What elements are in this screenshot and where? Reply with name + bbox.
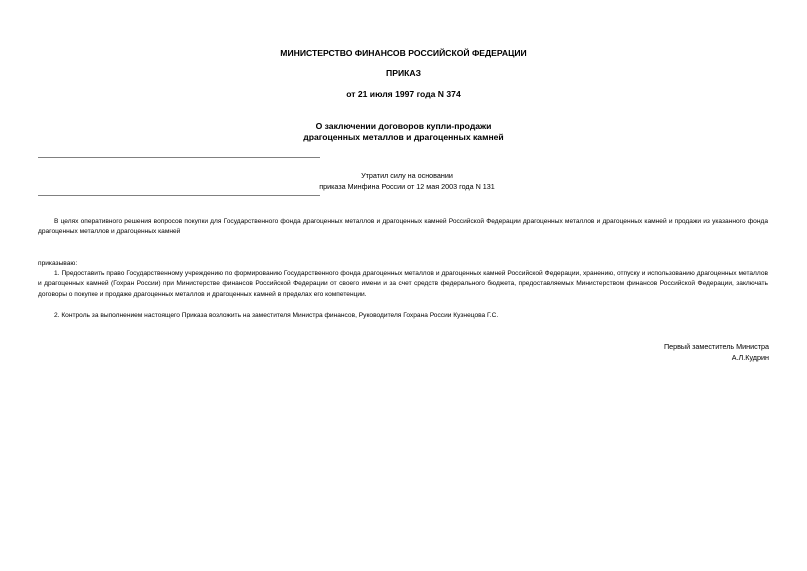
subject-line-2: драгоценных металлов и драгоценных камней	[303, 131, 504, 142]
preamble-paragraph: В целях оперативного решения вопросов покупки для Государственного фонда драгоценных металлов и драгоценных камней Российской Федерации драгоценных металлов и драгоценных камней и продажи из указанного фонда драгоценных металлов и драгоценных камней	[38, 218, 768, 236]
status-note-line-1: Утратил силу на основании	[361, 171, 453, 180]
order-word: приказываю:	[38, 260, 78, 267]
order-item-2: 2. Контроль за выполнением настоящего Приказа возложить на заместителя Министра финансов, Руководителя Гохрана России Кузнецова Г.С.	[54, 312, 499, 319]
divider-top	[38, 157, 320, 158]
subject-line-1: О заключении договоров купли-продажи	[315, 121, 492, 131]
document-subject	[0, 121, 807, 142]
document-date-number: от 21 июля 1997 года N 374	[346, 89, 461, 99]
document-type-heading: ПРИКАЗ	[386, 68, 421, 78]
signatory-name: А.Л.Кудрин	[731, 353, 769, 362]
order-item-1: 1. Предоставить право Государственному учреждению по формированию Государственного фонда драгоценных металлов и драгоценных камней Российской Федерации, хранению, отпуску и использованию драгоценных металлов и драгоценных камней (Гохран России) при Министерстве финансов Российской Федерации от своего имени и за счет средств федерального бюджета, предоставляемых Министерством финансов Российской Федерации, заключать договоры о покупке и продаже драгоценных металлов и драгоценных камней в пределах его компетенции.	[38, 270, 768, 298]
ministry-heading: МИНИСТЕРСТВО ФИНАНСОВ РОССИЙСКОЙ ФЕДЕРАЦИИ	[280, 48, 527, 58]
divider-bottom	[38, 195, 320, 196]
status-note-line-2: приказа Минфина России от 12 мая 2003 года N 131	[319, 182, 495, 191]
signatory-position: Первый заместитель Министра	[663, 342, 769, 351]
